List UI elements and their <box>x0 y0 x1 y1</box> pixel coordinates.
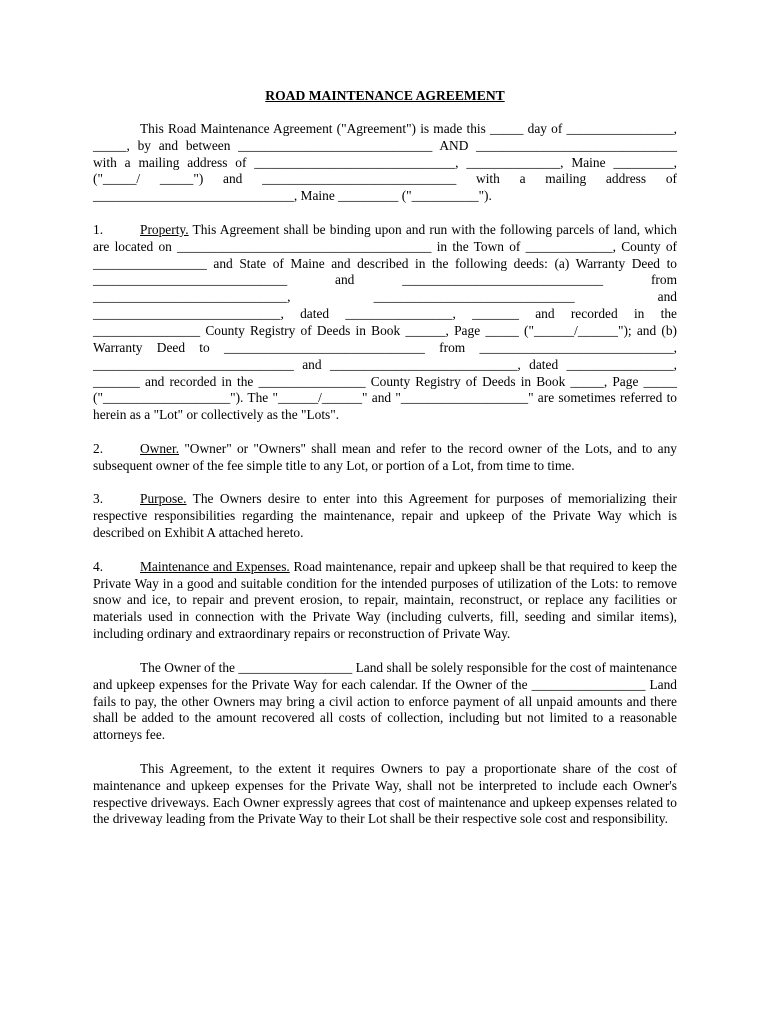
section-property <box>93 222 677 424</box>
document-title: ROAD MAINTENANCE AGREEMENT <box>265 88 505 103</box>
section-heading: Maintenance and Expenses. <box>140 558 290 574</box>
section-body: Road maintenance, repair and upkeep shall be that required to keep the Private Way in a good and suitable condition for the intended purposes of utilization of the Lots: to remove snow and ice, to repair and prevent erosion, to repair, maintain, reconstruct, or replace any facilities or materials used in connection with the Private Way (including culverts, fill, seeding and similar items), including ordinary and extraordinary repairs or reconstruction of Private Way. <box>93 558 678 642</box>
section-maintenance <box>93 559 677 643</box>
owner-cost-paragraph: The Owner of the _________________ Land shall be solely responsible for the cost of maintenance and upkeep expenses for the Private Way for each calendar. If the Owner of the _________________ Land fails to pay, the other Owners may bring a civil action to enforce payment of all unpaid amounts and there shall be added to the amount recovered all costs of collection, including but not limited to a reasonable attorneys fee. <box>93 659 677 743</box>
intro-paragraph: This Road Maintenance Agreement ("Agreement") is made this _____ day of ________________, _____, by and between _____________________________ AND ______________________________ with a mailing address of ______________________________, ______________, Maine _________, ("_____/ _____") and _____________________________ with a mailing address of ______________________________, Maine _________ ("__________"). <box>93 120 677 204</box>
section-number: 2. <box>93 440 104 456</box>
section-number: 4. <box>93 558 104 574</box>
section-heading: Owner. <box>140 440 180 456</box>
section-heading: Property. <box>140 221 189 237</box>
section-number: 1. <box>93 221 104 237</box>
driveway-paragraph: This Agreement, to the extent it requires Owners to pay a proportionate share of the cost of maintenance and upkeep expenses for the Private Way, shall not be interpreted to include each Owner's respective driveways. Each Owner expressly agrees that cost of maintenance and upkeep expenses related to the driveway leading from the Private Way to their Lot shall be their respective sole cost and responsibility. <box>93 760 677 827</box>
section-body: The Owners desire to enter into this Agreement for purposes of memorializing their respective responsibilities regarding the maintenance, repair and upkeep of the Private Way which is described on Exhibit A attached hereto. <box>93 491 677 541</box>
section-body: "Owner" or "Owners" shall mean and refer to the record owner of the Lots, and to any subsequent owner of the fee simple title to any Lot, or portion of a Lot, from time to time. <box>93 440 677 473</box>
section-body: This Agreement shall be binding upon and run with the following parcels of land, which are located on ______________________________________ in the Town of _____________, County of _________________ and State of Maine and described in the following deeds: (a) Warranty Deed to _____________________________ and ______________________________ from _____________________________, ______________________________ and ____________________________, dated ________________, _______ and recorded in the ________________ County Registry of Deeds in Book ______, Page _____ ("______/______"); and (b) Warranty Deed to ______________________________ from _____________________________, ______________________________ and ____________________________, dated ________________, _______ and recorded in the ________________ County Registry of Deeds in Book _____, Page _____ ("___________________"). The "______/______" and "___________________" are sometimes referred to herein as a "Lot" or collectively as the "Lots". <box>93 221 677 423</box>
document-page <box>93 88 677 828</box>
section-purpose <box>93 491 677 542</box>
section-heading: Purpose. <box>140 491 187 507</box>
section-owner <box>93 441 677 475</box>
section-number: 3. <box>93 491 104 507</box>
